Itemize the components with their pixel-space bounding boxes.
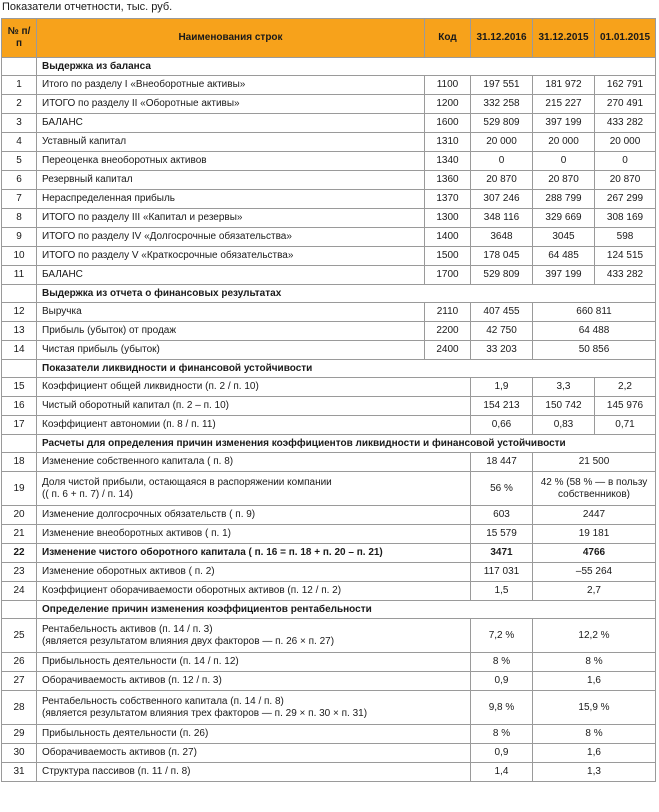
table-row: 22 Изменение чистого оборотного капитала ( п. 16 = п. 18 + п. 20 – п. 21) 3471 4766 — [2, 544, 656, 563]
header-row — [2, 19, 656, 58]
table-row: 12 Выручка 2110 407 455 660 811 — [2, 303, 656, 322]
table-row: 7 Нераспределенная прибыль 1370 307 246 288 799 267 299 — [2, 190, 656, 209]
table-row: 14 Чистая прибыль (убыток) 2400 33 203 50 856 — [2, 341, 656, 360]
table-row: 1 Итого по разделу I «Внеоборотные активы» 1100 197 551 181 972 162 791 — [2, 76, 656, 95]
table-row: 2 ИТОГО по разделу II «Оборотные активы» 1200 332 258 215 227 270 491 — [2, 95, 656, 114]
table-row: 23 Изменение оборотных активов ( п. 2) 117 031 –55 264 — [2, 563, 656, 582]
table-row: 17 Коэффициент автономии (п. 8 / п. 11) 0,66 0,83 0,71 — [2, 416, 656, 435]
section-title: Показатели ликвидности и финансовой устойчивости — [37, 360, 656, 378]
table-caption: Показатели отчетности, тыс. руб. — [2, 1, 173, 13]
table-row: 19 Доля чистой прибыли, остающаяся в распоряжении компании (( п. 6 + п. 7) / п. 14) 56 % 42 % (58 % — в пользу собственников) — [2, 472, 656, 506]
section-title: Расчеты для определения причин изменения коэффициентов ликвидности и финансовой устойчивости — [37, 435, 656, 453]
col-header-2016: 31.12.2016 — [471, 19, 533, 58]
section-row — [2, 435, 656, 453]
section-row — [2, 360, 656, 378]
table-row: 26 Прибыльность деятельности (п. 14 / п. 12) 8 % 8 % — [2, 653, 656, 672]
section-row — [2, 58, 656, 76]
table-row: 28 Рентабельность собственного капитала (п. 14 / п. 8) (является результатом влияния трех факторов — п. 29 × п. 30 × п. 31) 9,8 % 15,9 % — [2, 691, 656, 725]
col-header-2015-jan: 01.01.2015 — [595, 19, 656, 58]
table-row: 9 ИТОГО по разделу IV «Долгосрочные обязательства» 1400 3648 3045 598 — [2, 228, 656, 247]
section-row — [2, 601, 656, 619]
table-row: 10 ИТОГО по разделу V «Краткосрочные обязательства» 1500 178 045 64 485 124 515 — [2, 247, 656, 266]
table-row: 31 Структура пассивов (п. 11 / п. 8) 1,4 1,3 — [2, 763, 656, 782]
section-row — [2, 285, 656, 303]
table-row: 27 Оборачиваемость активов (п. 12 / п. 3) 0,9 1,6 — [2, 672, 656, 691]
col-header-code: Код — [425, 19, 471, 58]
table-row: 13 Прибыль (убыток) от продаж 2200 42 750 64 488 — [2, 322, 656, 341]
table-row: 18 Изменение собственного капитала ( п. 8) 18 447 21 500 — [2, 453, 656, 472]
table-row: 16 Чистый оборотный капитал (п. 2 – п. 10) 154 213 150 742 145 976 — [2, 397, 656, 416]
table-row: 6 Резервный капитал 1360 20 870 20 870 20 870 — [2, 171, 656, 190]
table-row: 3 БАЛАНС 1600 529 809 397 199 433 282 — [2, 114, 656, 133]
table-row: 4 Уставный капитал 1310 20 000 20 000 20 000 — [2, 133, 656, 152]
col-header-2015: 31.12.2015 — [533, 19, 595, 58]
table-row: 29 Прибыльность деятельности (п. 26) 8 % 8 % — [2, 725, 656, 744]
section-title: Определение причин изменения коэффициентов рентабельности — [37, 601, 656, 619]
table-row: 8 ИТОГО по разделу III «Капитал и резервы» 1300 348 116 329 669 308 169 — [2, 209, 656, 228]
table-row: 5 Переоценка внеоборотных активов 1340 0 0 0 — [2, 152, 656, 171]
table-row: 30 Оборачиваемость активов (п. 27) 0,9 1,6 — [2, 744, 656, 763]
table-row: 15 Коэффициент общей ликвидности (п. 2 / п. 10) 1,9 3,3 2,2 — [2, 378, 656, 397]
section-title: Выдержка из отчета о финансовых результатах — [37, 285, 656, 303]
col-header-num: № п/п — [2, 19, 37, 58]
col-header-name: Наименования строк — [37, 19, 425, 58]
financial-table — [1, 18, 656, 782]
section-title: Выдержка из баланса — [37, 58, 656, 76]
table-row: 20 Изменение долгосрочных обязательств ( п. 9) 603 2447 — [2, 506, 656, 525]
table-row: 24 Коэффициент оборачиваемости оборотных активов (п. 12 / п. 2) 1,5 2,7 — [2, 582, 656, 601]
table-row: 25 Рентабельность активов (п. 14 / п. 3) (является результатом влияния двух факторов — п. 26 × п. 27) 7,2 % 12,2 % — [2, 619, 656, 653]
table-row: 21 Изменение внеоборотных активов ( п. 1) 15 579 19 181 — [2, 525, 656, 544]
table-row: 11 БАЛАНС 1700 529 809 397 199 433 282 — [2, 266, 656, 285]
